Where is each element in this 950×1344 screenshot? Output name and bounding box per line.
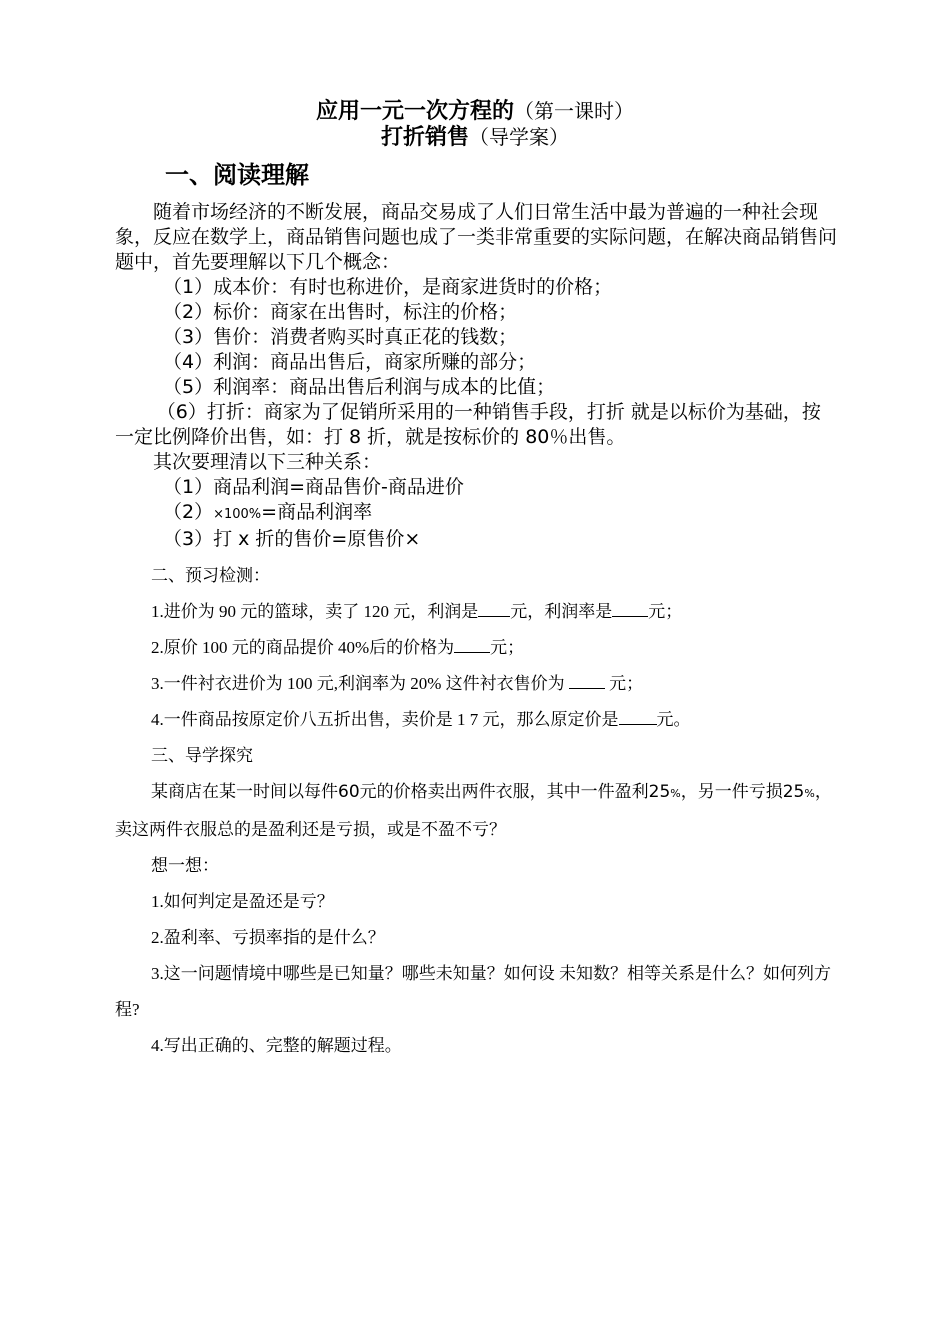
concept-4: （4）利润：商品出售后，商家所赚的部分； bbox=[163, 351, 537, 373]
section1-heading: 一、阅读理解 bbox=[165, 160, 309, 189]
relation-2-factor: ×100% bbox=[213, 507, 262, 522]
problem-statement: 某商店在某一时间以每件60元的价格卖出两件衣服，其中一件盈利25%，另一件亏损25%，卖这两件衣服总的是盈利还是亏损，或是不盈不亏？ bbox=[115, 782, 832, 839]
answer-blank bbox=[612, 600, 648, 617]
relations-intro: 其次要理清以下三种关系： bbox=[153, 451, 382, 473]
question-1: 1.进价为 90 元的篮球，卖了 120 元，利润是 元，利润率是 元； bbox=[151, 602, 683, 621]
title-line-2 bbox=[0, 124, 950, 151]
answer-blank bbox=[478, 600, 510, 617]
answer-blank bbox=[619, 708, 657, 725]
title-lesson: （第一课时） bbox=[514, 99, 634, 123]
answer-blank bbox=[569, 672, 605, 689]
concept-3: （3）售价：消费者购买时真正花的钱数； bbox=[163, 326, 518, 348]
title-main: 应用一元一次方程的 bbox=[315, 98, 514, 124]
relation-2-result: =商品利润率 bbox=[261, 501, 373, 523]
section3-heading: 三、导学探究 bbox=[151, 746, 253, 765]
section2-heading: 二、预习检测： bbox=[151, 566, 270, 585]
think-label: 想一想： bbox=[151, 856, 219, 875]
answer-blank bbox=[454, 636, 490, 653]
relation-3: （3）打 x 折的售价=原售价× bbox=[163, 528, 421, 550]
section1-intro: 随着市场经济的不断发展，商品交易成了人们日常生活中最为普遍的一种社会现象，反应在数学上，商品销售问题也成了一类非常重要的实际问题，在解决商品销售问题中，首先要理解以下几个概念： bbox=[115, 201, 838, 273]
concept-2: （2）标价：商家在出售时，标注的价格； bbox=[163, 301, 518, 323]
relation-2 bbox=[115, 500, 837, 527]
section1-body bbox=[115, 200, 837, 552]
think-item-4: 4.写出正确的、完整的解题过程。 bbox=[151, 1036, 402, 1055]
question-2: 2.原价 100 元的商品提价 40%后的价格为 元； bbox=[151, 638, 525, 657]
relation-2-label: （2） bbox=[163, 501, 214, 523]
relation-1: （1）商品利润=商品售价-商品进价 bbox=[163, 476, 464, 498]
concept-1: （1）成本价：有时也称进价，是商家进货时的价格； bbox=[163, 276, 613, 298]
question-3: 3.一件衬衣进价为 100 元,利润率为 20% 这件衬衣售价为 元； bbox=[151, 674, 644, 693]
think-item-1: 1.如何判定是盈还是亏？ bbox=[151, 892, 334, 911]
title-topic: 打折销售 bbox=[380, 124, 469, 150]
concept-5: （5）利润率：商品出售后利润与成本的比值； bbox=[163, 376, 556, 398]
question-4: 4.一件商品按原定价八五折出售，卖价是 1 7 元，那么原定价是 元。 bbox=[151, 710, 691, 729]
title-line-1 bbox=[0, 98, 950, 125]
title-type: （导学案） bbox=[469, 125, 569, 149]
think-item-2: 2.盈利率、亏损率指的是什么？ bbox=[151, 928, 385, 947]
sections-2-3-body bbox=[115, 558, 837, 1064]
concept-6: （6）打折：商家为了促销所采用的一种销售手段，打折 就是以标价为基础，按一定比例降价出售，如：打 8 折，就是按标价的 80％出售。 bbox=[115, 401, 821, 448]
think-item-3: 3.这一问题情境中哪些是已知量？哪些未知量？如何设 未知数？相等关系是什么？如何列方程? bbox=[115, 964, 831, 1019]
